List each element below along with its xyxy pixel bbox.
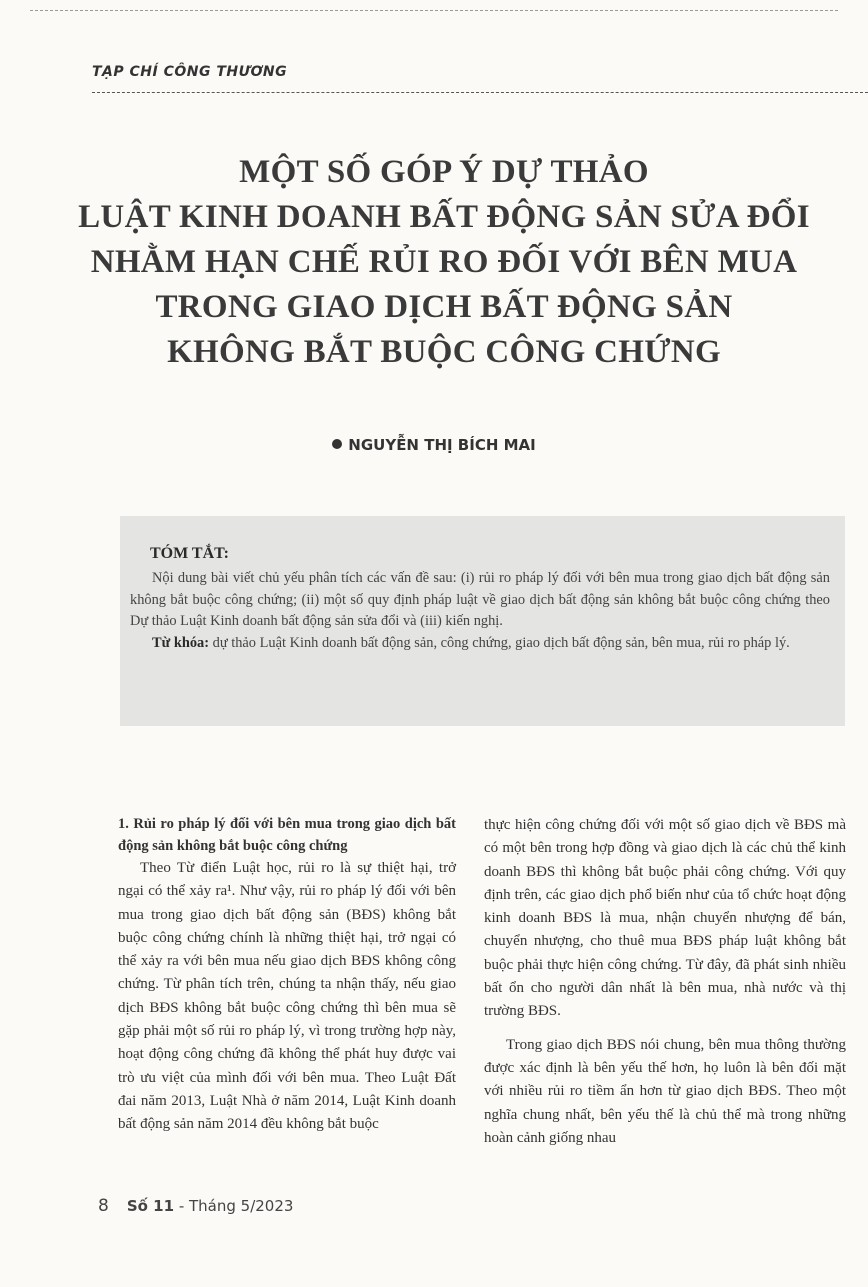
title-line: KHÔNG BẮT BUỘC CÔNG CHỨNG: [167, 334, 721, 370]
abstract-body: [130, 568, 830, 654]
paragraph: Theo Từ điển Luật học, rủi ro là sự thiệt hại, trở ngại có thể xảy ra¹. Như vậy, rủi ro pháp lý đối với bên mua trong giao dịch bất động sản (BĐS) không bắt buộc công chứng chính là những thiệt hại, trở ngại có thể xảy ra với bên mua nếu giao dịch BĐS không công chứng. Từ phân tích trên, chúng ta nhận thấy, nếu giao dịch BĐS không bắt buộc công chứng thì bên mua sẽ gặp phải một số rủi ro pháp lý, vì trong trường hợp này, hoạt động công chứng đã không thể phát huy được vai trò ưu việt của mình đối với bên mua. Theo Luật Đất đai năm 2013, Luật Nhà ở năm 2014, Luật Kinh doanh bất động sản năm 2014 đều không bắt buộc: [118, 860, 456, 1133]
paragraph: Trong giao dịch BĐS nói chung, bên mua thông thường được xác định là bên yếu thế hơn, họ luôn là bên đối mặt với nhiều rủi ro tiềm ẩn hơn từ giao dịch BĐS. Theo một nghĩa chung nhất, bên yếu thế là chủ thể mà trong những hoàn cảnh giống nhau: [484, 1036, 846, 1146]
article-title: [60, 150, 828, 375]
right-column: [484, 814, 846, 1150]
title-line: TRONG GIAO DỊCH BẤT ĐỘNG SẢN: [155, 289, 733, 325]
keywords-text: dự thảo Luật Kinh doanh bất động sản, công chứng, giao dịch bất động sản, bên mua, rủi ro pháp lý.: [209, 634, 790, 651]
bullet-icon: [332, 439, 342, 449]
abstract-heading: TÓM TẮT:: [150, 545, 229, 562]
author-name: NGUYỄN THỊ BÍCH MAI: [348, 436, 536, 454]
journal-dashed-rule: [92, 92, 868, 93]
section-heading: 1. Rủi ro pháp lý đối với bên mua trong giao dịch bất động sản không bắt buộc công chứng: [118, 816, 456, 854]
author-byline: [0, 436, 868, 454]
title-line: LUẬT KINH DOANH BẤT ĐỘNG SẢN SỬA ĐỔI: [78, 199, 810, 235]
keywords-label: Từ khóa:: [152, 634, 210, 651]
page-number: 8: [98, 1196, 109, 1216]
issue-number: Số 11: [126, 1197, 175, 1215]
title-line: NHẰM HẠN CHẾ RỦI RO ĐỐI VỚI BÊN MUA: [90, 244, 798, 280]
page-footer: [98, 1196, 293, 1216]
top-dashed-rule: [30, 10, 838, 11]
issue-date: - Tháng 5/2023: [174, 1197, 294, 1215]
paragraph: thực hiện công chứng đối với một số giao dịch về BĐS mà có một bên trong hợp đồng và giao dịch là các chủ thể kinh doanh BĐS thì không bắt buộc phải công chứng. Với quy định trên, các giao dịch phổ biến như của tổ chức hoạt động kinh doanh BĐS là mua, nhận chuyển nhượng để bán, chuyển nhượng, cho thuê mua BĐS pháp luật không bắt buộc phải thực hiện công chứng. Từ đây, đã phát sinh nhiều bất ổn cho người dân nhất là bên mua, nhà nước và thị trường BĐS.: [484, 817, 846, 1020]
journal-name: TẠP CHÍ CÔNG THƯƠNG: [92, 64, 288, 80]
left-column: [118, 814, 456, 1137]
keywords-line: [130, 633, 830, 655]
title-line: MỘT SỐ GÓP Ý DỰ THẢO: [239, 154, 649, 190]
abstract-text: Nội dung bài viết chủ yếu phân tích các vấn đề sau: (i) rủi ro pháp lý đối với bên mua trong giao dịch bất động sản không bắt buộc công chứng; (ii) một số quy định pháp luật về giao dịch bất động sản không bắt buộc công chứng theo Dự thảo Luật Kinh doanh bất động sản sửa đổi và (iii) kiến nghị.: [130, 570, 830, 629]
